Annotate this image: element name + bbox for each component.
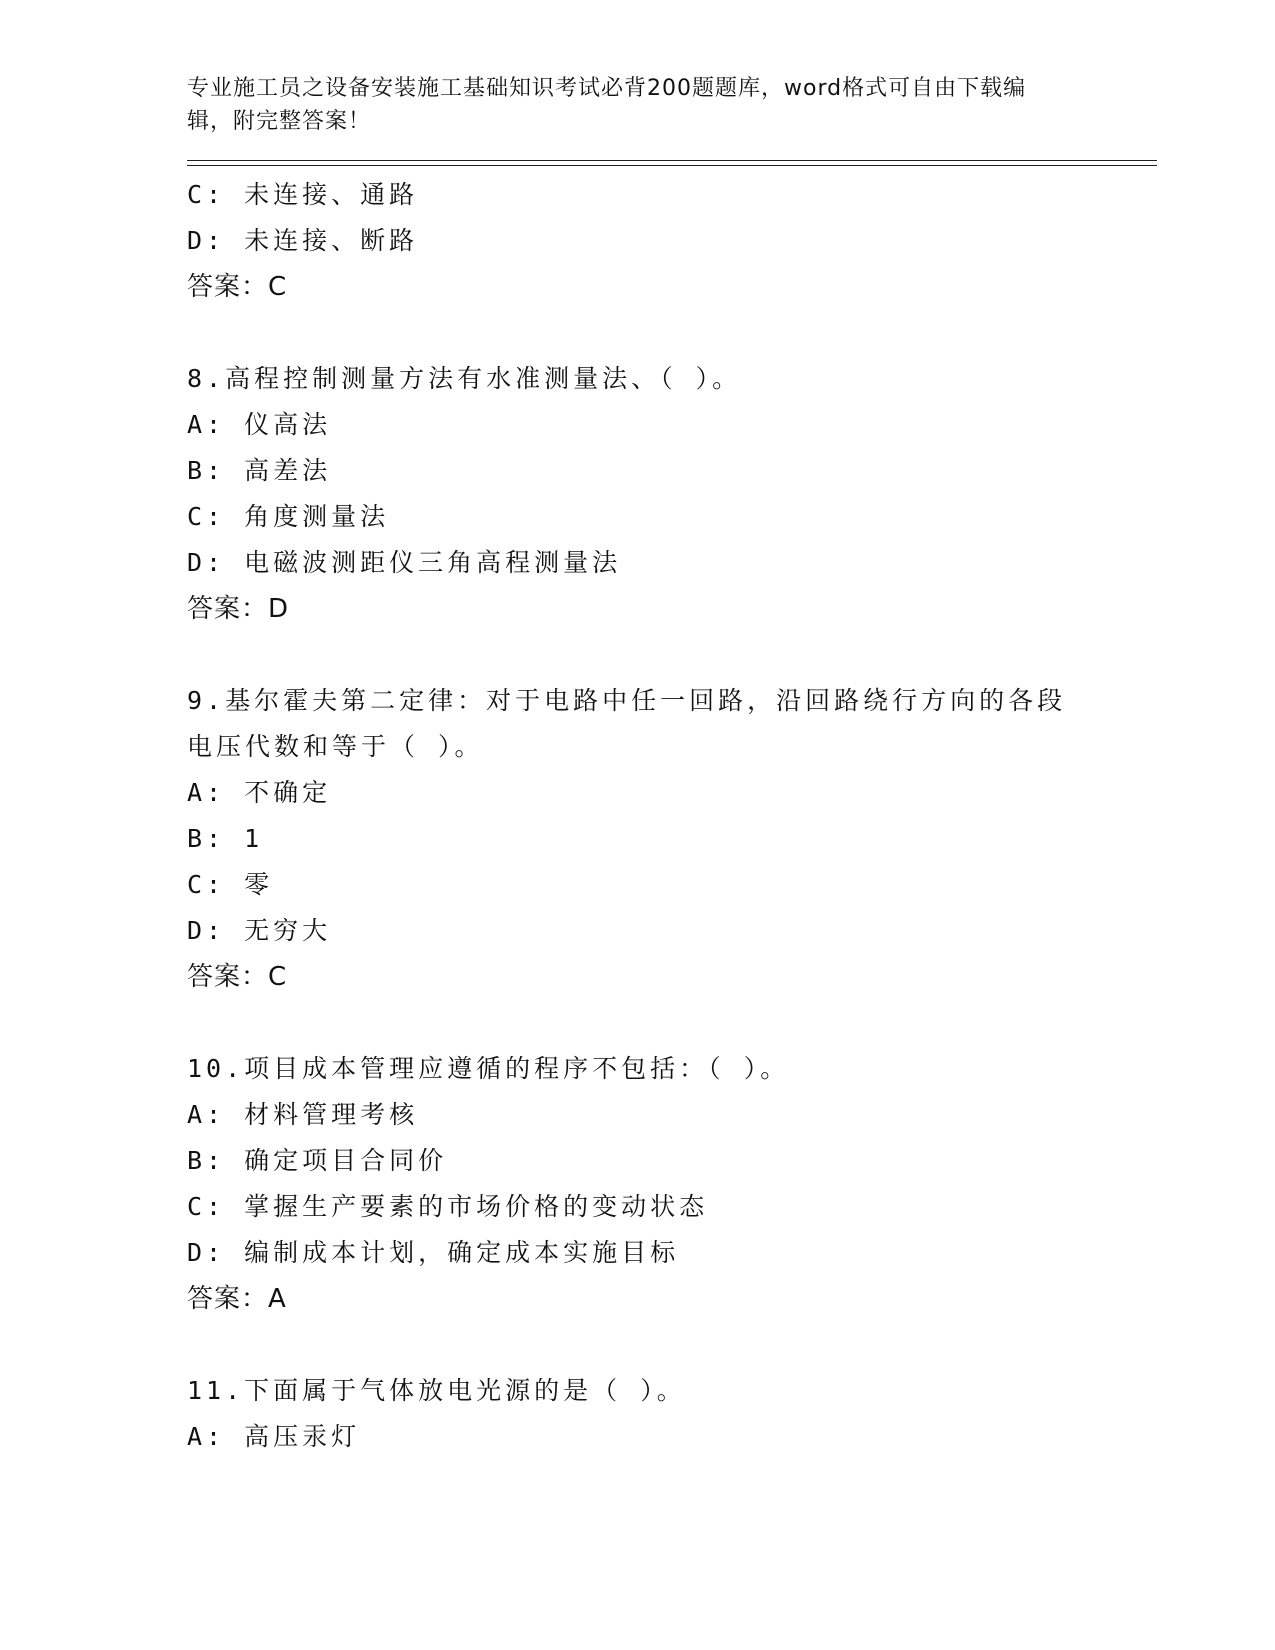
q8-question: 8.高程控制测量方法有水准测量法、（ ）。	[187, 364, 742, 393]
q9-option-c: C: 零	[187, 870, 274, 899]
q8-option-d: D: 电磁波测距仪三角高程测量法	[187, 548, 622, 577]
q8-option-b: B: 高差法	[187, 456, 332, 485]
q10-answer: 答案：A	[187, 1284, 287, 1314]
q10-option-c: C: 掌握生产要素的市场价格的变动状态	[187, 1192, 709, 1221]
q10-option-b: B: 确定项目合同价	[187, 1146, 448, 1175]
q8-answer: 答案：D	[187, 594, 290, 624]
q7-option-c: C: 未连接、通路	[187, 180, 419, 209]
q10-question: 10.项目成本管理应遵循的程序不包括：（ ）。	[187, 1054, 790, 1083]
document-page	[187, 72, 1157, 1460]
q7-answer: 答案：C	[187, 272, 288, 302]
q10-option-d: D: 编制成本计划，确定成本实施目标	[187, 1238, 680, 1267]
q9-question: 9.基尔霍夫第二定律：对于电路中任一回路，沿回路绕行方向的各段电压代数和等于（ ）。	[187, 686, 1067, 761]
q11-question: 11.下面属于气体放电光源的是（ ）。	[187, 1376, 686, 1405]
q8-option-c: C: 角度测量法	[187, 502, 390, 531]
q10-option-a: A: 材料管理考核	[187, 1100, 419, 1129]
q9-option-a: A: 不确定	[187, 778, 332, 807]
q7-option-d: D: 未连接、断路	[187, 226, 419, 255]
q9-option-b: B: 1	[187, 824, 264, 853]
q8-option-a: A: 仪高法	[187, 410, 332, 439]
q11-option-a: A: 高压汞灯	[187, 1422, 361, 1451]
document-header-title: 专业施工员之设备安装施工基础知识考试必背200题题库，word格式可自由下载编辑，附完整答案！	[187, 76, 1027, 134]
q9-answer: 答案：C	[187, 962, 288, 992]
q9-option-d: D: 无穷大	[187, 916, 332, 945]
